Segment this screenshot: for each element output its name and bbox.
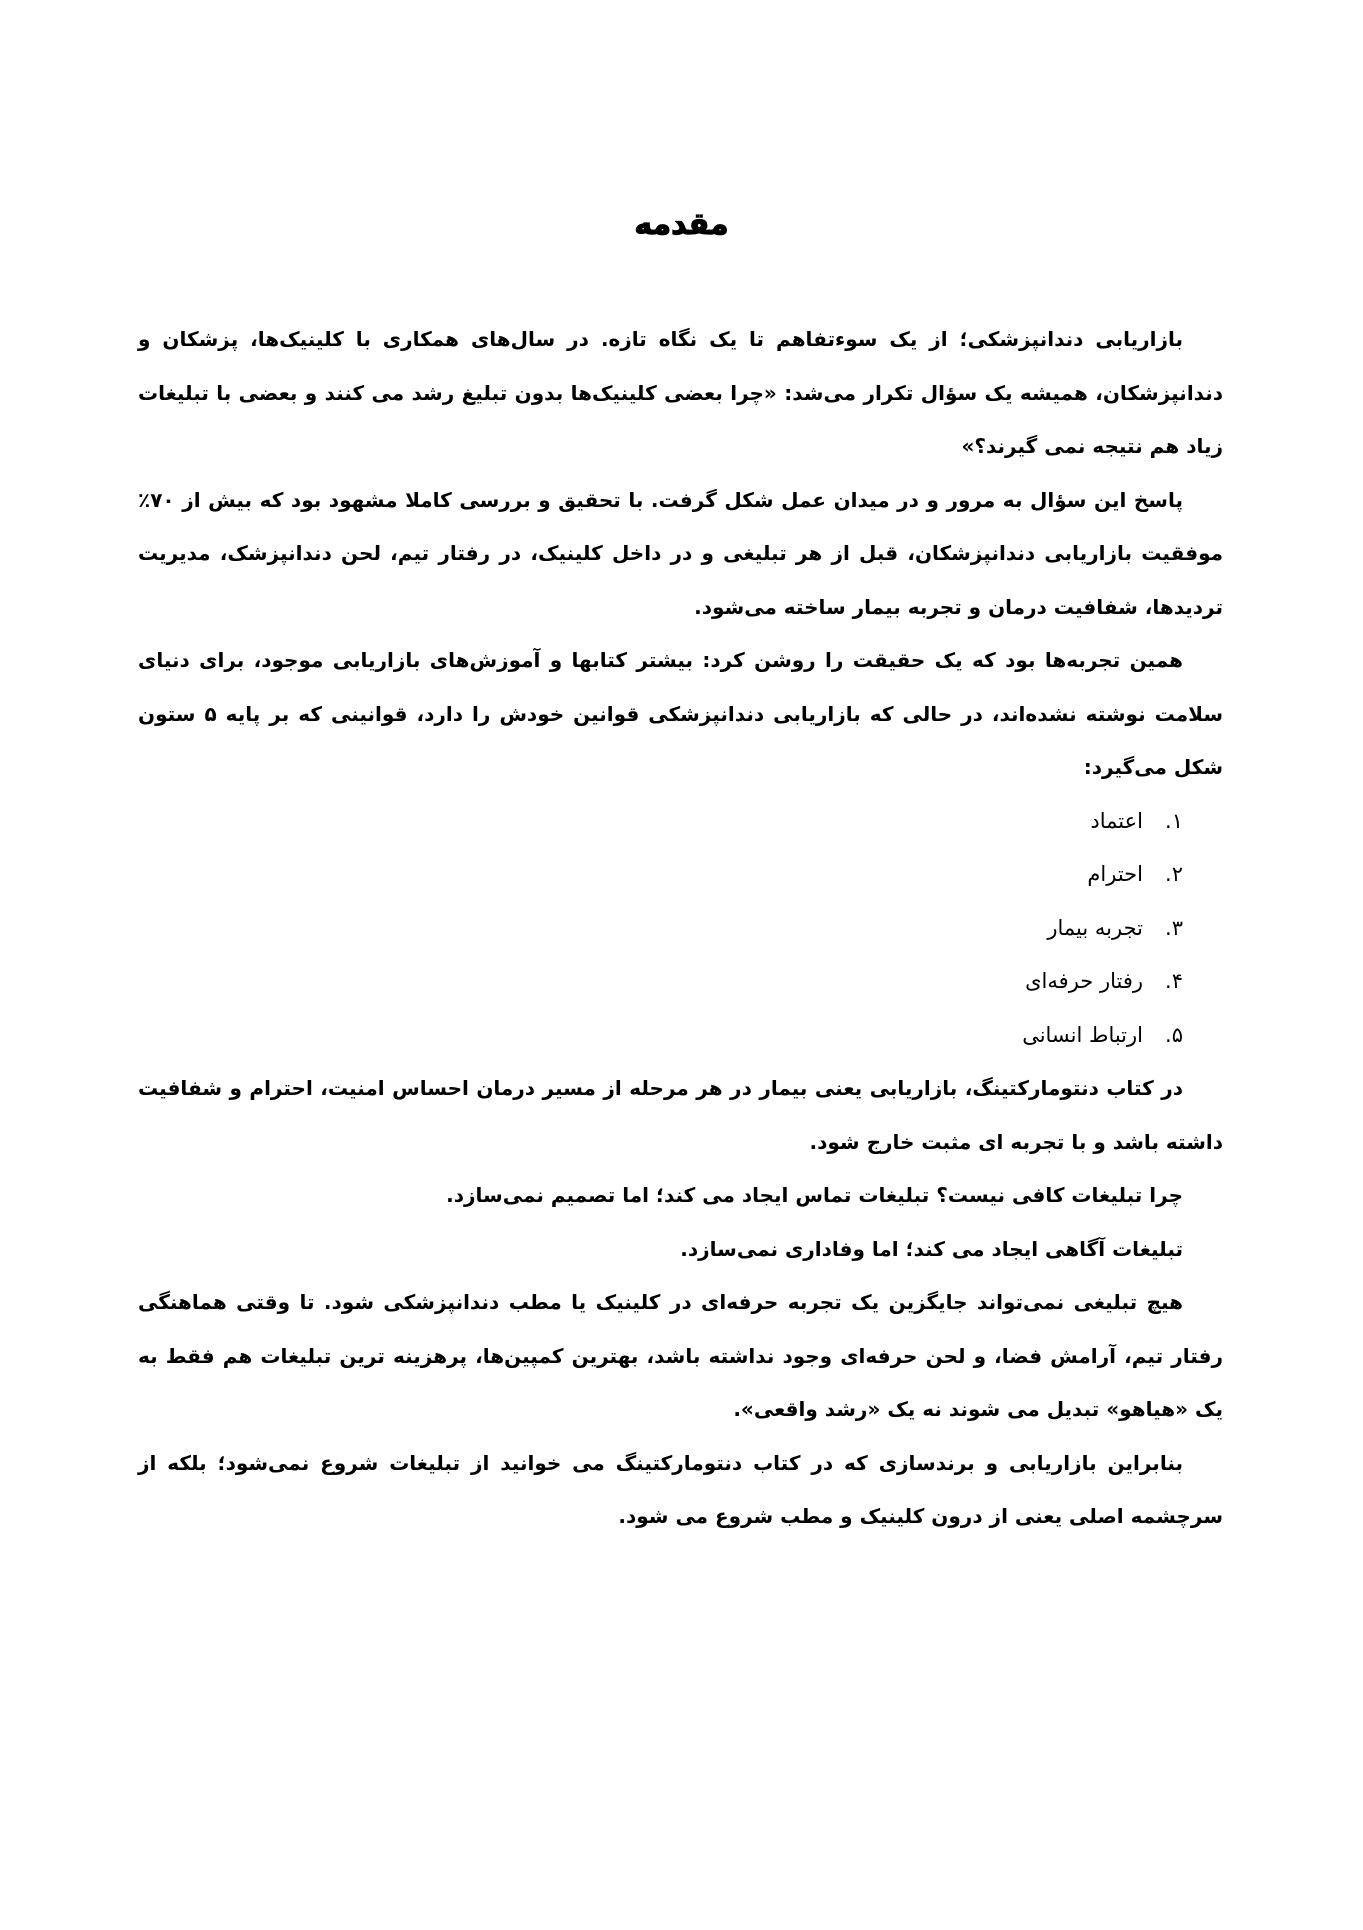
page-title: مقدمه bbox=[634, 207, 729, 242]
list-item-label: رفتار حرفه‌ای bbox=[1025, 969, 1143, 993]
pillars-list bbox=[138, 795, 1223, 1063]
paragraph-outro-4: هیچ تبلیغی نمی‌تواند جایگزین یک تجربه حرفه‌ای در کلینیک یا مطب دندانپزشکی شود. تا وقتی هماهنگی رفتار تیم، آرامش فضا، و لحن حرفه‌ای وجود نداشته باشد، بهترین کمپین‌ها، پرهزینه ترین تبلیغات هم فقط به یک «هیاهو» تبدیل می شوند نه یک «رشد واقعی». bbox=[138, 1290, 1223, 1421]
document-body bbox=[138, 313, 1223, 1544]
list-item bbox=[138, 955, 1223, 1009]
paragraph-outro-1: در کتاب دنتومارکتینگ، بازاریابی یعنی بیمار در هر مرحله از مسیر درمان احساس امنیت، احترام و شفافیت داشته باشد و با تجربه ای مثبت خارج شود. bbox=[138, 1076, 1223, 1154]
list-item bbox=[138, 848, 1223, 902]
paragraph-intro-3: همین تجربه‌ها بود که یک حقیقت را روشن کرد: بیشتر کتابها و آموزش‌های بازاریابی موجود، برای دنیای سلامت نوشته نشده‌اند، در حالی که بازاریابی دندانپزشکی قوانین خودش را دارد، قوانینی که بر پایه ۵ ستون شکل می‌گیرد: bbox=[138, 648, 1223, 779]
list-item-label: ارتباط انسانی bbox=[1022, 1022, 1143, 1047]
list-item-label: اعتماد bbox=[1090, 808, 1143, 833]
paragraph-outro-5: بنابراین بازاریابی و برندسازی که در کتاب دنتومارکتینگ می خوانید از تبلیغات شروع نمی‌شود؛ بلکه از سرچشمه اصلی یعنی از درون کلینیک و مطب شروع می شود. bbox=[138, 1450, 1223, 1528]
list-item bbox=[138, 795, 1223, 849]
paragraph-outro-2: چرا تبلیغات کافی نیست؟ تبلیغات تماس ایجاد می کند؛ اما تصمیم نمی‌سازد. bbox=[446, 1183, 1183, 1207]
list-item-number: ۵. bbox=[1165, 1022, 1183, 1047]
list-item-label: احترام bbox=[1087, 862, 1143, 886]
paragraph-intro-2: پاسخ این سؤال به مرور و در میدان عمل شکل گرفت. با تحقیق و بررسی کاملا مشهود بود که بیش از ۷۰٪ موفقیت بازاریابی دندانپزشکان، قبل از هر تبلیغی و در داخل کلینیک، در رفتار تیم، لحن دندانپزشک، مدیریت تردیدها، شفافیت درمان و تجربه بیمار ساخته می‌شود. bbox=[138, 487, 1223, 619]
list-item-number: ۲. bbox=[1165, 862, 1183, 886]
list-item bbox=[138, 1009, 1223, 1063]
list-item-number: ۳. bbox=[1165, 915, 1183, 940]
paragraph-intro-1: بازاریابی دندانپزشکی؛ از یک سوءتفاهم تا یک نگاه تازه. در سال‌های همکاری با کلینیک‌ها، پزشکان و دندانپزشکان، همیشه یک سؤال تکرار می‌شد: «چرا بعضی کلینیک‌ها بدون تبلیغ رشد می کنند و بعضی با تبلیغات زیاد هم نتیجه نمی گیرند؟» bbox=[138, 327, 1223, 458]
paragraph-outro-3: تبلیغات آگاهی ایجاد می کند؛ اما وفاداری نمی‌سازد. bbox=[680, 1236, 1183, 1261]
list-item-label: تجربه بیمار bbox=[1047, 915, 1143, 940]
list-item-number: ۴. bbox=[1165, 969, 1183, 993]
list-item bbox=[138, 902, 1223, 956]
list-item-number: ۱. bbox=[1165, 808, 1183, 833]
